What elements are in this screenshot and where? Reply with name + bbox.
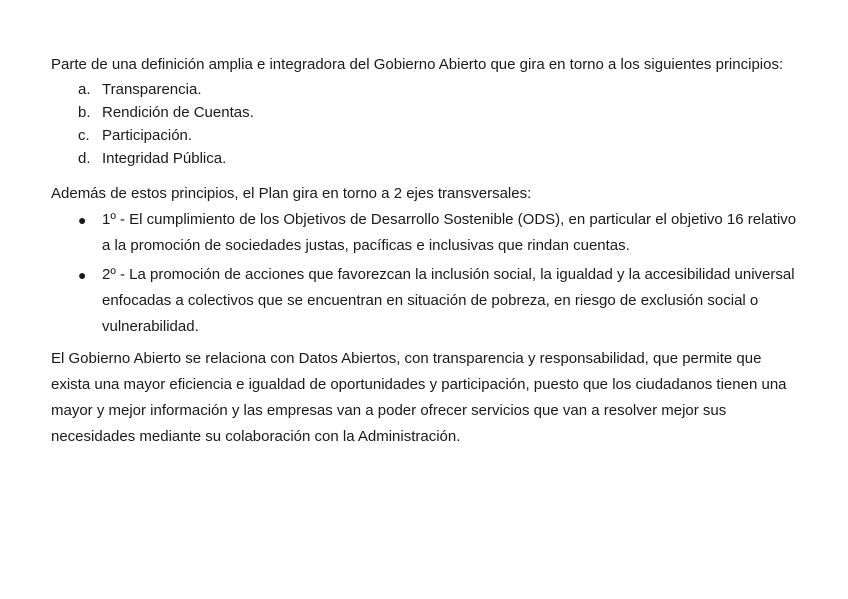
principles-list — [51, 78, 801, 170]
list-marker: d. — [78, 150, 91, 167]
list-item-text: 2º - La promoción de acciones que favorezcan la inclusión social, la igualdad y la accesibilidad universal enfocadas a colectivos que se encuentran en situación de pobreza, en riesgo de exclusión social o vulnerabilidad. — [102, 266, 795, 335]
bullet-icon: ● — [78, 212, 87, 228]
closing-paragraph: El Gobierno Abierto se relaciona con Datos Abiertos, con transparencia y responsabilidad, que permite que exista una mayor eficiencia e igualdad de oportunidades y participación, puesto que los ciudadanos tienen una mayor y mejor información y las empresas van a poder ofrecer servicios que van a resolver mejor sus necesidades mediante su colaboración con la Administración. — [51, 350, 787, 445]
bullet-icon: ● — [78, 267, 87, 283]
list-item — [51, 262, 801, 340]
list-item — [51, 147, 801, 170]
list-item — [51, 78, 801, 101]
list-marker: b. — [78, 104, 91, 121]
list-item-label: Participación. — [102, 127, 193, 144]
list-marker: c. — [78, 127, 90, 144]
axes-list — [51, 207, 801, 340]
list-item — [51, 101, 801, 124]
intro-paragraph: Parte de una definición amplia e integradora del Gobierno Abierto que gira en torno a los siguientes principios: — [51, 56, 784, 73]
list-item-label: Integridad Pública. — [102, 150, 227, 167]
axes-intro-paragraph: Además de estos principios, el Plan gira en torno a 2 ejes transversales: — [51, 185, 532, 202]
document-page — [51, 52, 801, 450]
list-marker: a. — [78, 81, 91, 98]
list-item — [51, 207, 801, 259]
list-item-label: Rendición de Cuentas. — [102, 104, 254, 121]
list-item-text: 1º - El cumplimiento de los Objetivos de Desarrollo Sostenible (ODS), en particular el objetivo 16 relativo a la promoción de sociedades justas, pacíficas e inclusivas que rindan cuentas. — [102, 211, 797, 254]
list-item-label: Transparencia. — [102, 81, 202, 98]
list-item — [51, 124, 801, 147]
